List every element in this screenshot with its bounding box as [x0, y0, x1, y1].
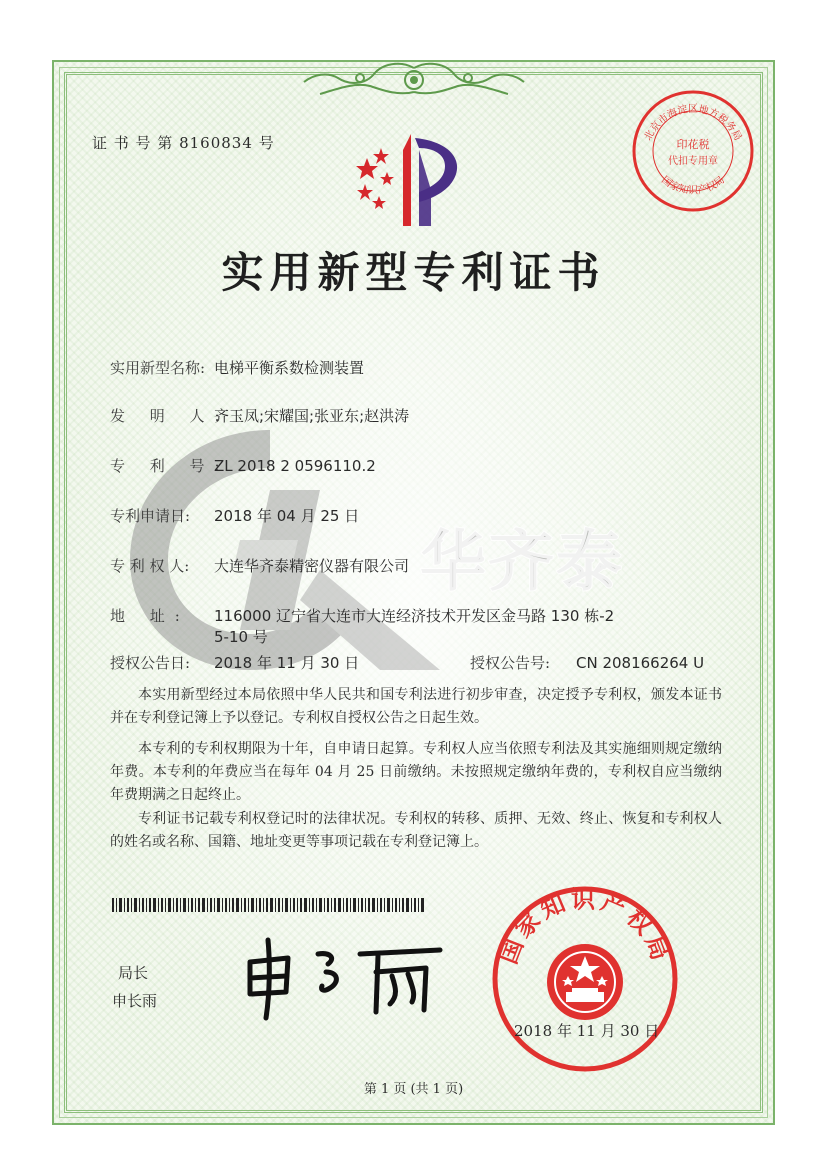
patent-number-value: ZL 2018 2 0596110.2: [214, 457, 376, 475]
grant-date-row: [110, 652, 359, 673]
paragraph-grant-statement: 本实用新型经过本局依照中华人民共和国专利法进行初步审查，决定授予专利权，颁发本证书并在专利登记簿上予以登记。专利权自授权公告之日起生效。: [110, 687, 722, 726]
svg-text:国家知识产权局: [659, 174, 727, 197]
patent-number-row: [110, 455, 376, 476]
barcode-icon: [112, 898, 424, 912]
tax-stamp-inner-line2: 代扣专用章: [668, 156, 718, 167]
seal-ring-text: 国家知识产权局: [494, 885, 676, 968]
patentee-row: [110, 555, 409, 576]
patentee-label: 专 利 权 人:: [110, 557, 190, 575]
certificate-number-value: 8160834: [179, 134, 253, 152]
certificate-number-label: 证 书 号 第: [92, 134, 174, 152]
certificate-number: [92, 132, 275, 153]
grant-number-row: [470, 652, 704, 673]
director-signature-icon: [240, 932, 450, 1022]
application-date-label: 专利申请日:: [110, 507, 191, 525]
tax-stamp-inner-line1: 印花税: [676, 138, 710, 151]
page-number: 第 1 页 (共 1 页): [363, 1082, 464, 1097]
page-title: 实用新型专利证书: [221, 248, 606, 297]
application-date-value: 2018 年 04 月 25 日: [214, 507, 360, 525]
grant-date-label: 授权公告日:: [110, 654, 191, 672]
seal-date: 2018 年 11 月 30 日: [514, 1022, 660, 1040]
address-value-line1: 116000 辽宁省大连市大连经济技术开发区金马路 130 栋-2: [214, 607, 615, 625]
svg-text:北京市海淀区地方税务局: [642, 102, 744, 142]
utility-model-name-row: [110, 357, 364, 378]
inventor-value: 齐玉凤;宋耀国;张亚东;赵洪涛: [214, 407, 410, 425]
inventor-label: 发 明 人:: [110, 407, 230, 425]
patent-number-label: 专 利 号:: [110, 457, 230, 475]
director-title: 局长: [118, 964, 149, 982]
grant-number-value: CN 208166264 U: [576, 654, 705, 672]
address-value-line2: 5-10 号: [214, 628, 268, 646]
paragraph-legal-status: 专利证书记载专利权登记时的法律状况。专利权的转移、质押、无效、终止、恢复和专利权人的姓名或名称、国籍、地址变更等事项记载在专利登记簿上。: [110, 811, 722, 850]
utility-model-name-label: 实用新型名称:: [110, 359, 206, 377]
floral-ornament-icon: [290, 60, 538, 100]
patent-office-emblem-icon: [345, 130, 475, 230]
address-row: [110, 605, 614, 626]
company-watermark-text: 华齐泰: [420, 523, 624, 600]
paragraph-term-and-fees: 本专利的专利权期限为十年，自申请日起算。专利权人应当依照专利法及其实施细则规定缴纳年费。本专利的年费应当在每年 04 月 25 日前缴纳。未按照规定缴纳年费的，专利权自应当缴纳年费期满之日起终止。: [110, 741, 722, 803]
grant-number-label: 授权公告号:: [470, 654, 551, 672]
tax-stamp-ring-text: 北京市海淀区地方税务局: [642, 104, 744, 143]
utility-model-name-value: 电梯平衡系数检测装置: [214, 359, 365, 377]
patentee-value: 大连华齐泰精密仪器有限公司: [214, 557, 410, 575]
certificate-number-suffix: 号: [258, 134, 275, 152]
patent-office-seal-icon: [490, 884, 680, 1074]
grant-date-value: 2018 年 11 月 30 日: [214, 654, 360, 672]
application-date-row: [110, 505, 359, 526]
tax-stamp-icon: [630, 88, 756, 214]
director-name: 申长雨: [112, 992, 158, 1010]
address-label: 地 址:: [110, 607, 190, 625]
inventor-row: [110, 405, 409, 426]
tax-stamp-bottom-text: 国家知识产权局: [659, 174, 727, 197]
